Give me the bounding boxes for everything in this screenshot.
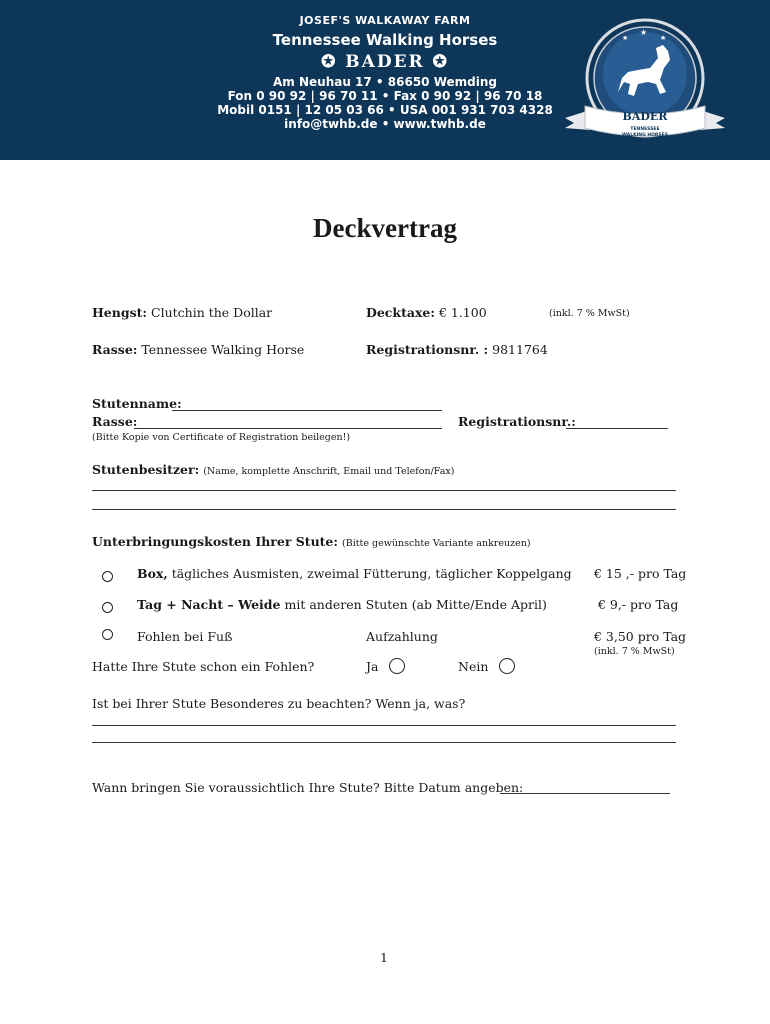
registration-label: Registrationsnr. :: [366, 342, 489, 357]
svg-text:★: ★: [622, 34, 629, 42]
date-field[interactable]: [500, 793, 670, 794]
registration-copy-note: (Bitte Kopie von Certificate of Registration beilegen!): [92, 432, 351, 443]
stutenname-label: Stutenname:: [92, 396, 182, 411]
foal-no-radio[interactable]: [499, 658, 515, 674]
stute-rasse-field[interactable]: [134, 428, 442, 429]
registration-row: [366, 342, 548, 357]
stute-registration-label: Registrationsnr.:: [458, 414, 576, 429]
option-fohlen-mid: Aufzahlung: [366, 629, 438, 644]
decktaxe-row: [366, 305, 487, 320]
phone-fax: Fon 0 90 92 | 96 70 11 • Fax 0 90 92 | 96 70 18: [227, 89, 543, 103]
email-web: info@twhb.de • www.twhb.de: [284, 117, 486, 131]
logo-sub-text-2: WALKING HORSES: [622, 133, 668, 138]
letterhead: [0, 0, 770, 160]
stutenbesitzer-row: [92, 462, 454, 477]
option-box-bold: Box,: [137, 566, 168, 581]
page-number: 1: [380, 950, 388, 965]
date-question: Wann bringen Sie voraussichtlich Ihre Stute? Bitte Datum angeben:: [92, 780, 524, 795]
hengst-label: Hengst:: [92, 305, 148, 320]
stute-rasse-label: Rasse:: [92, 414, 138, 429]
option-box-radio[interactable]: [102, 571, 113, 582]
logo-sub-text-1: TENNESSEE: [630, 127, 660, 132]
unterbringung-note: (Bitte gewünschte Variante ankreuzen): [342, 538, 531, 549]
option-weide-text: [137, 597, 547, 612]
bader-logo: [560, 18, 730, 148]
option-fohlen-text: Fohlen bei Fuß: [137, 629, 233, 644]
option-box-desc: tägliches Ausmisten, zweimal Fütterung, täglicher Koppelgang: [167, 566, 572, 581]
special-field-2[interactable]: [92, 742, 676, 743]
foal-yes-radio[interactable]: [389, 658, 405, 674]
rasse-value: Tennessee Walking Horse: [141, 342, 305, 357]
mobile: Mobil 0151 | 12 05 03 66 • USA 001 931 703 4328: [217, 103, 553, 117]
registration-value: 9811764: [492, 342, 548, 357]
address: Am Neuhau 17 • 86650 Wemding: [273, 75, 497, 89]
option-weide-radio[interactable]: [102, 602, 113, 613]
hengst-row: [92, 305, 272, 320]
svg-text:★: ★: [660, 34, 667, 42]
option-fohlen-radio[interactable]: [102, 629, 113, 640]
unterbringung-row: [92, 534, 531, 549]
option-fohlen-price-note: (inkl. 7 % MwSt): [594, 646, 675, 657]
option-fohlen-price: € 3,50 pro Tag: [594, 629, 687, 644]
unterbringung-label: Unterbringungskosten Ihrer Stute:: [92, 534, 339, 549]
special-question: Ist bei Ihrer Stute Besonderes zu beachten? Wenn ja, was?: [92, 696, 466, 711]
stutenname-field[interactable]: [172, 410, 442, 411]
hengst-value: Clutchin the Dollar: [151, 305, 273, 320]
stutenbesitzer-note: (Name, komplette Anschrift, Email und Telefon/Fax): [203, 466, 455, 477]
option-box-price: € 15 ,- pro Tag: [594, 566, 687, 581]
option-box-text: [137, 566, 572, 581]
stutenbesitzer-field-1[interactable]: [92, 490, 676, 491]
stutenbesitzer-field-2[interactable]: [92, 509, 676, 510]
decktaxe-value: € 1.100: [438, 305, 487, 320]
option-weide-desc: mit anderen Stuten (ab Mitte/Ende April): [280, 597, 547, 612]
special-field-1[interactable]: [92, 725, 676, 726]
stutenbesitzer-label: Stutenbesitzer:: [92, 462, 200, 477]
document-title: Deckvertrag: [313, 213, 457, 243]
brand-name: ✪ BADER ✪: [321, 52, 449, 72]
foal-no-label: Nein: [458, 659, 489, 674]
decktaxe-note: (inkl. 7 % MwSt): [549, 308, 630, 319]
foal-yes-label: Ja: [366, 659, 379, 674]
stute-registration-field[interactable]: [566, 428, 668, 429]
option-weide-bold: Tag + Nacht – Weide: [137, 597, 281, 612]
rasse-row: [92, 342, 304, 357]
option-weide-price: € 9,- pro Tag: [598, 597, 679, 612]
svg-text:★: ★: [640, 28, 648, 37]
logo-banner-text: BADER: [622, 110, 668, 123]
decktaxe-label: Decktaxe:: [366, 305, 435, 320]
foal-question: Hatte Ihre Stute schon ein Fohlen?: [92, 659, 315, 674]
farm-name: JOSEF'S WALKAWAY FARM: [299, 14, 471, 27]
letterhead-text: [190, 14, 580, 131]
rasse-label: Rasse:: [92, 342, 138, 357]
breed-name: Tennessee Walking Horses: [272, 31, 498, 49]
